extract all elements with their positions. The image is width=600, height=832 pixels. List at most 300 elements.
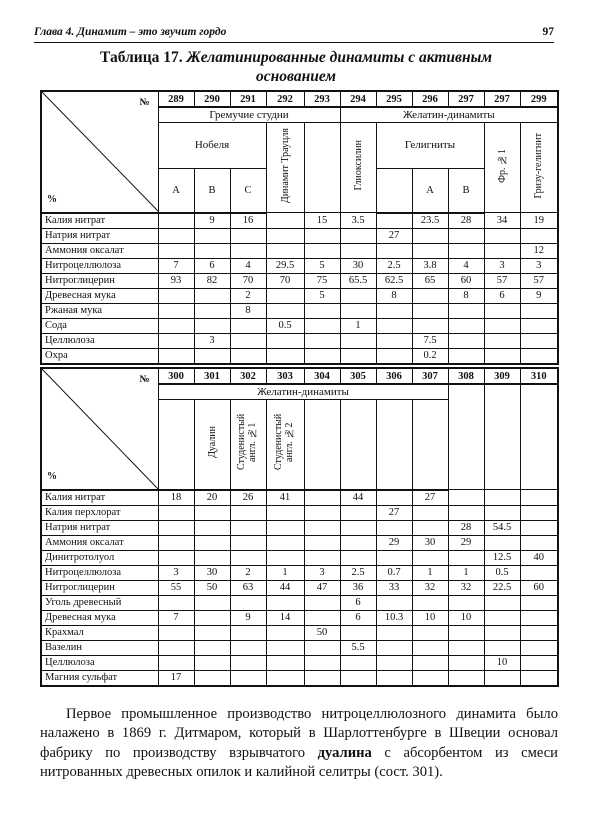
value-cell: [376, 625, 412, 640]
value-cell: [520, 490, 558, 506]
value-cell: [158, 505, 194, 520]
value-cell: [448, 655, 484, 670]
value-cell: [194, 670, 230, 686]
body-text-bold-word: дуалина: [317, 744, 372, 761]
value-cell: [340, 348, 376, 364]
value-cell: 3: [194, 333, 230, 348]
value-cell: 8: [230, 303, 266, 318]
value-cell: [484, 535, 520, 550]
value-cell: [448, 228, 484, 243]
value-cell: [412, 550, 448, 565]
value-cell: [448, 625, 484, 640]
value-cell: [484, 670, 520, 686]
value-cell: 33: [376, 580, 412, 595]
empty-cell: [304, 123, 340, 213]
row-label: Ржаная мука: [41, 303, 158, 318]
value-cell: [448, 490, 484, 506]
value-cell: 29: [376, 535, 412, 550]
value-cell: [158, 535, 194, 550]
table-title-line2: основанием: [256, 68, 336, 85]
value-cell: 14: [266, 610, 304, 625]
value-cell: [376, 318, 412, 333]
table-title: [40, 48, 552, 86]
subgroup-stud2: [266, 400, 304, 490]
row-label: Охра: [41, 348, 158, 364]
subgroup-fr1: [484, 123, 520, 213]
value-cell: [194, 535, 230, 550]
value-cell: [304, 243, 340, 258]
row-label: Нитроцеллюлоза: [41, 565, 158, 580]
value-cell: [230, 655, 266, 670]
value-cell: 5: [304, 258, 340, 273]
value-cell: 3: [158, 565, 194, 580]
value-cell: [266, 333, 304, 348]
value-cell: 55: [158, 580, 194, 595]
value-cell: 23.5: [412, 213, 448, 229]
value-cell: [230, 318, 266, 333]
value-cell: [484, 348, 520, 364]
table-row: [41, 625, 558, 640]
value-cell: 19: [520, 213, 558, 229]
value-cell: [484, 610, 520, 625]
subgroup-stud1-label: Студенистый англ. №1: [236, 414, 258, 471]
value-cell: [412, 625, 448, 640]
value-cell: 60: [448, 273, 484, 288]
table-row: [41, 535, 558, 550]
value-cell: [340, 288, 376, 303]
subgroup-stud1: [230, 400, 266, 490]
value-cell: 0.7: [376, 565, 412, 580]
value-cell: 16: [230, 213, 266, 229]
value-cell: [194, 655, 230, 670]
value-cell: [158, 303, 194, 318]
table-row: [41, 670, 558, 686]
col-number: 293: [304, 91, 340, 107]
row-label: Калия нитрат: [41, 213, 158, 229]
value-cell: [158, 655, 194, 670]
table-row: [41, 288, 558, 303]
value-cell: 62.5: [376, 273, 412, 288]
row-label: Аммония оксалат: [41, 535, 158, 550]
value-cell: 5.5: [340, 640, 376, 655]
value-cell: [158, 243, 194, 258]
diagonal-line: [42, 369, 158, 490]
value-cell: [484, 490, 520, 506]
value-cell: [158, 228, 194, 243]
value-cell: [266, 243, 304, 258]
value-cell: 4: [448, 258, 484, 273]
value-cell: [520, 348, 558, 364]
row-label: Натрия нитрат: [41, 228, 158, 243]
value-cell: 5: [304, 288, 340, 303]
value-cell: 12: [520, 243, 558, 258]
value-cell: [412, 520, 448, 535]
value-cell: [484, 640, 520, 655]
row-label: Нитроцеллюлоза: [41, 258, 158, 273]
subgroup-trauzl: [266, 123, 304, 213]
value-cell: 7: [158, 610, 194, 625]
row-label: Магния сульфат: [41, 670, 158, 686]
value-cell: 0.5: [266, 318, 304, 333]
value-cell: [304, 348, 340, 364]
value-cell: [448, 243, 484, 258]
value-cell: 9: [230, 610, 266, 625]
table2-body: [41, 490, 558, 686]
col-number: 295: [376, 91, 412, 107]
value-cell: [412, 640, 448, 655]
value-cell: 27: [376, 228, 412, 243]
empty-cell: [304, 400, 340, 490]
letter-cell: В: [194, 169, 230, 213]
value-cell: [158, 550, 194, 565]
diagonal-line: [42, 92, 158, 212]
value-cell: 70: [266, 273, 304, 288]
subgroup-grizu-label: Гризу-гелигнит: [533, 132, 545, 199]
table-row: [41, 595, 558, 610]
value-cell: [340, 670, 376, 686]
value-cell: 2: [230, 288, 266, 303]
row-label: Динитротолуол: [41, 550, 158, 565]
table-title-lead: Таблица 17.: [100, 49, 183, 66]
col-number: 289: [158, 91, 194, 107]
value-cell: 8: [448, 288, 484, 303]
row-label: Уголь древесный: [41, 595, 158, 610]
value-cell: [304, 550, 340, 565]
value-cell: [520, 625, 558, 640]
value-cell: [230, 520, 266, 535]
value-cell: 65.5: [340, 273, 376, 288]
value-cell: [412, 243, 448, 258]
value-cell: 3.5: [340, 213, 376, 229]
value-cell: 75: [304, 273, 340, 288]
value-cell: 34: [484, 213, 520, 229]
value-cell: [376, 655, 412, 670]
value-cell: 0.2: [412, 348, 448, 364]
value-cell: 9: [520, 288, 558, 303]
value-cell: [158, 625, 194, 640]
value-cell: [412, 228, 448, 243]
row-label: Нитроглицерин: [41, 273, 158, 288]
value-cell: [304, 655, 340, 670]
value-cell: [194, 318, 230, 333]
group-header-gremuchie: Гремучие студни: [158, 107, 340, 123]
value-cell: [304, 303, 340, 318]
table-row: [41, 520, 558, 535]
value-cell: [484, 625, 520, 640]
value-cell: 7: [158, 258, 194, 273]
value-cell: [158, 333, 194, 348]
value-cell: 32: [412, 580, 448, 595]
value-cell: [266, 535, 304, 550]
composition-table-1: [40, 90, 559, 365]
col-number: 302: [230, 368, 266, 384]
corner-number-label: №: [139, 374, 150, 385]
value-cell: [158, 595, 194, 610]
composition-table-2: [40, 367, 559, 687]
value-cell: [448, 303, 484, 318]
row-label: Калия перхлорат: [41, 505, 158, 520]
value-cell: [520, 318, 558, 333]
value-cell: 3: [304, 565, 340, 580]
table-row: [41, 213, 558, 229]
value-cell: 60: [520, 580, 558, 595]
value-cell: [158, 520, 194, 535]
value-cell: [340, 243, 376, 258]
value-cell: [266, 625, 304, 640]
col-number: 300: [158, 368, 194, 384]
value-cell: 7.5: [412, 333, 448, 348]
value-cell: [448, 595, 484, 610]
value-cell: [304, 505, 340, 520]
body-text-part1: Первое промышленное производство нитроцеллюлозного динамита было налажено в 1869 г. Дитмаром, который в Шарлоттенбурге в Швеции основал фабрику по производству взрывчатого: [40, 705, 558, 761]
value-cell: 26: [230, 490, 266, 506]
row-label: Сода: [41, 318, 158, 333]
value-cell: 1: [266, 565, 304, 580]
value-cell: [304, 520, 340, 535]
col-number: 305: [340, 368, 376, 384]
value-cell: 3: [520, 258, 558, 273]
value-cell: 1: [340, 318, 376, 333]
value-cell: [194, 505, 230, 520]
value-cell: [520, 655, 558, 670]
value-cell: [340, 228, 376, 243]
value-cell: [304, 318, 340, 333]
value-cell: 41: [266, 490, 304, 506]
value-cell: 8: [376, 288, 412, 303]
table-row: [41, 348, 558, 364]
value-cell: 3.8: [412, 258, 448, 273]
value-cell: [376, 640, 412, 655]
value-cell: [520, 565, 558, 580]
value-cell: 27: [376, 505, 412, 520]
row-label: Целлюлоза: [41, 333, 158, 348]
subgroup-dualin: [194, 400, 230, 490]
value-cell: 28: [448, 520, 484, 535]
col-number: 294: [340, 91, 376, 107]
value-cell: [266, 640, 304, 655]
table1-body: [41, 213, 558, 364]
value-cell: [376, 333, 412, 348]
value-cell: [412, 595, 448, 610]
value-cell: 18: [158, 490, 194, 506]
col-number: 291: [230, 91, 266, 107]
corner-number-label: №: [139, 97, 150, 108]
value-cell: 32: [448, 580, 484, 595]
value-cell: [230, 640, 266, 655]
value-cell: 10.3: [376, 610, 412, 625]
value-cell: [484, 333, 520, 348]
row-label: Целлюлоза: [41, 655, 158, 670]
table1-corner-cell: [41, 91, 158, 213]
value-cell: 65: [412, 273, 448, 288]
row-label: Калия нитрат: [41, 490, 158, 506]
value-cell: [194, 610, 230, 625]
value-cell: [194, 303, 230, 318]
value-cell: [194, 595, 230, 610]
value-cell: [194, 348, 230, 364]
value-cell: [340, 625, 376, 640]
col-number: 299: [520, 91, 558, 107]
value-cell: 82: [194, 273, 230, 288]
table-row: [41, 505, 558, 520]
value-cell: [376, 670, 412, 686]
value-cell: [520, 535, 558, 550]
value-cell: 10: [448, 610, 484, 625]
table-row: [41, 318, 558, 333]
table-row: [41, 258, 558, 273]
value-cell: [266, 505, 304, 520]
value-cell: 30: [412, 535, 448, 550]
value-cell: [266, 348, 304, 364]
value-cell: [230, 228, 266, 243]
table-row: [41, 228, 558, 243]
col-number: 292: [266, 91, 304, 107]
value-cell: [448, 670, 484, 686]
value-cell: [266, 655, 304, 670]
value-cell: [340, 505, 376, 520]
value-cell: [376, 348, 412, 364]
value-cell: [230, 505, 266, 520]
value-cell: [520, 505, 558, 520]
table-row: [41, 640, 558, 655]
value-cell: [484, 505, 520, 520]
value-cell: 0.5: [484, 565, 520, 580]
value-cell: [340, 303, 376, 318]
value-cell: [520, 640, 558, 655]
value-cell: [230, 550, 266, 565]
value-cell: [194, 288, 230, 303]
value-cell: [340, 655, 376, 670]
value-cell: 9: [194, 213, 230, 229]
group-header-zhelatin: Желатин-динамиты: [158, 384, 448, 400]
value-cell: 2.5: [376, 258, 412, 273]
value-cell: [484, 318, 520, 333]
value-cell: [484, 243, 520, 258]
row-label: Нитроглицерин: [41, 580, 158, 595]
empty-cell: [484, 384, 520, 490]
value-cell: [520, 303, 558, 318]
value-cell: [230, 243, 266, 258]
value-cell: [412, 303, 448, 318]
col-number: 297: [448, 91, 484, 107]
value-cell: [376, 490, 412, 506]
col-number: 296: [412, 91, 448, 107]
value-cell: [158, 318, 194, 333]
subgroup-grizu: [520, 123, 558, 213]
col-number: 304: [304, 368, 340, 384]
table-row: [41, 490, 558, 506]
group-header-zhelatin: Желатин-динамиты: [340, 107, 558, 123]
value-cell: [376, 595, 412, 610]
empty-cell: [412, 400, 448, 490]
value-cell: 50: [194, 580, 230, 595]
value-cell: [304, 610, 340, 625]
value-cell: [520, 228, 558, 243]
value-cell: 57: [484, 273, 520, 288]
value-cell: 1: [412, 565, 448, 580]
value-cell: 1: [448, 565, 484, 580]
value-cell: [484, 595, 520, 610]
value-cell: [520, 610, 558, 625]
value-cell: [230, 625, 266, 640]
value-cell: [448, 640, 484, 655]
row-label: Аммония оксалат: [41, 243, 158, 258]
value-cell: [194, 625, 230, 640]
value-cell: [158, 213, 194, 229]
col-number: 290: [194, 91, 230, 107]
value-cell: 57: [520, 273, 558, 288]
value-cell: 29: [448, 535, 484, 550]
table-row: [41, 580, 558, 595]
subgroup-nobel: Нобеля: [158, 123, 266, 169]
value-cell: 15: [304, 213, 340, 229]
value-cell: 47: [304, 580, 340, 595]
row-label: Древесная мука: [41, 610, 158, 625]
value-cell: [230, 333, 266, 348]
value-cell: 63: [230, 580, 266, 595]
running-header: [34, 26, 554, 43]
value-cell: 3: [484, 258, 520, 273]
value-cell: 27: [412, 490, 448, 506]
value-cell: [340, 520, 376, 535]
value-cell: [194, 520, 230, 535]
value-cell: [230, 348, 266, 364]
col-number: 306: [376, 368, 412, 384]
value-cell: 10: [412, 610, 448, 625]
value-cell: [340, 550, 376, 565]
value-cell: 30: [340, 258, 376, 273]
value-cell: [448, 505, 484, 520]
value-cell: [304, 595, 340, 610]
value-cell: 28: [448, 213, 484, 229]
value-cell: [520, 670, 558, 686]
subgroup-glyoksilin-label: Глиоксилин: [352, 140, 364, 191]
subgroup-gelignity: Гелигниты: [376, 123, 484, 169]
value-cell: [412, 318, 448, 333]
value-cell: [266, 228, 304, 243]
value-cell: 6: [340, 595, 376, 610]
value-cell: [412, 288, 448, 303]
value-cell: [412, 670, 448, 686]
value-cell: 40: [520, 550, 558, 565]
subgroup-stud2-label: Студенистый англ. №2: [273, 414, 295, 471]
body-paragraph: [40, 705, 558, 783]
body-text-part2: с абсорбентом из смеси нитрованных древесных опилок и калийной селитры (сост. 301).: [40, 744, 558, 781]
value-cell: 50: [304, 625, 340, 640]
empty-cell: [340, 400, 376, 490]
value-cell: [448, 333, 484, 348]
value-cell: [376, 550, 412, 565]
empty-cell: [520, 384, 558, 490]
value-cell: 4: [230, 258, 266, 273]
value-cell: [266, 213, 304, 229]
row-label: Натрия нитрат: [41, 520, 158, 535]
value-cell: 20: [194, 490, 230, 506]
value-cell: [158, 288, 194, 303]
table2-corner-cell: [41, 368, 158, 490]
value-cell: [266, 670, 304, 686]
empty-cell: [448, 384, 484, 490]
subgroup-dualin-label: Дуалин: [206, 426, 218, 459]
empty-cell: [376, 169, 412, 213]
value-cell: [340, 333, 376, 348]
value-cell: [230, 670, 266, 686]
table-row: [41, 610, 558, 625]
value-cell: [340, 535, 376, 550]
corner-percent-label: %: [47, 470, 57, 482]
value-cell: [304, 640, 340, 655]
value-cell: 44: [340, 490, 376, 506]
